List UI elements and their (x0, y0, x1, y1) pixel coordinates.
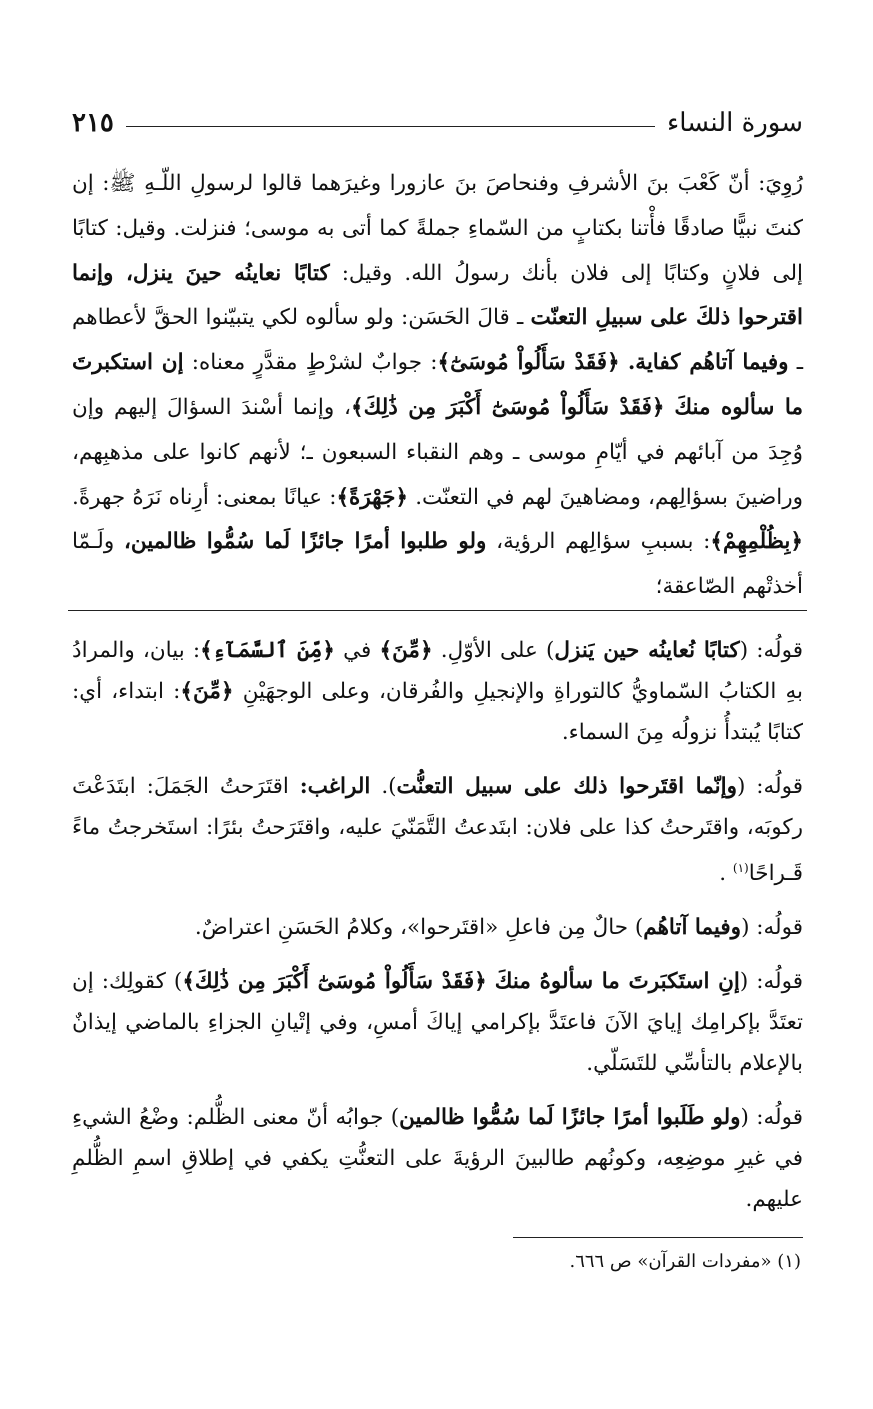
text-run: . (719, 861, 733, 887)
footnote: (١) «مفردات القرآن» ص ٦٦٦. (569, 1251, 801, 1272)
bold-run: إن استكبرتَ ما سألوه منكَ (72, 350, 803, 420)
commentary-paragraph (72, 630, 803, 753)
text-run: : ابتداء، أي: كتابًا يُبتدأُ نزولُه مِنَ السماء. (72, 679, 803, 745)
footnote-rule (513, 1237, 803, 1238)
section-divider (68, 610, 807, 611)
quran-quote: ﴿فَقَدْ سَأَلُواْ مُوسَىٰٓ أَكْبَرَ مِن ذَٰلِكَ﴾ (182, 969, 487, 995)
text-run: ، وإنما أسْندَ السؤالَ إليهم وإن وُجِدَ من آبائهم في أيّامِ موسى ـ وهم النقباء السبعون ـ؛ لأنهم كانوا على مذهبِهم، وراضينَ بسؤالِهم، ومضاهينَ لهم في التعنّت. (72, 394, 804, 510)
text-run: : بسببِ سؤالِهم الرؤية، (496, 529, 711, 555)
text-run: اقتَرَحتُ الجَمَلَ: ابتَدَعْتَ ركوبَه، واقتَرحتُ كذا على فلان: ابتَدعتُ التَّمَنّيَ عليه، واقتَرَحتُ بئرًا: استَخرجتُ ماءً قَـراحًا (72, 774, 803, 887)
bold-run: إنِ استَكبَرتَ ما سألوهُ منكَ (494, 969, 740, 995)
text-run: قولُه: ( (740, 1105, 803, 1131)
quran-quote: ﴿مِّنَ﴾ (180, 679, 234, 704)
header-rule (126, 126, 655, 127)
text-run: : عيانًا بمعنى: أرِناه نَرَهُ جهرةً. (72, 484, 337, 510)
bold-run: وفيما آتاهُم (643, 915, 742, 941)
bold-run: الراغب: (299, 774, 371, 799)
quran-quote: ﴿مِّنَ﴾ (379, 638, 433, 663)
bold-run: ولو طَلَبوا أمرًا جائزًا لَما سُمُّوا ظالمين (399, 1105, 741, 1131)
quran-quote: ﴿مِّنَ ٱلسَّمَآءِ﴾ (200, 638, 335, 663)
text-run: ) كقولِك: إن تعتَدَّ بإكرامِك إيايَ الآنَ فاعتَدَّ بإكرامي إياكَ أمسِ، وفي إتْيانِ الجزاءِ بالماضي إيذانٌ بالإعلام بالتأسِّي للتَسَلّي. (72, 969, 803, 1077)
main-text (72, 162, 803, 610)
bold-run: كتابًا نُعاينُه حين يَنزل (554, 638, 740, 663)
bold-run: وفيما آتاهُم كفاية. (627, 350, 789, 376)
text-run: قولُه: ( (741, 915, 803, 941)
commentary-paragraph (72, 907, 803, 948)
text-run: : بيان، والمرادُ بهِ الكتابُ السّماويُّ كالتوراةِ والإنجيلِ والفُرقان، وعلى الوجهَيْنِ (72, 638, 803, 704)
quran-quote: ﴿بِظُلْمِهِمْ﴾ (710, 529, 803, 555)
text-run: قولُه: ( (739, 969, 803, 995)
page-header (72, 103, 803, 143)
main-paragraph (72, 162, 803, 610)
commentary-paragraph (72, 766, 803, 894)
page-number: ٢١٥ (72, 108, 114, 138)
text-run: ) جوابُه أنّ معنى الظُّلم: وضْعُ الشيءِ في غيرِ موضِعِه، وكونُهم طالبينَ الرؤيةَ على التعنُّتِ يكفي في إطلاقِ اسمِ الظُّلمِ عليهم. (72, 1105, 803, 1213)
quran-quote: ﴿جَهْرَةً﴾ (336, 484, 408, 510)
text-run: في (334, 638, 380, 663)
bold-run: وإنّما اقتَرحوا ذلك على سبيل التعنُّت (396, 774, 737, 799)
text-run: رُوِيَ: أنّ كَعْبَ بنَ الأشرفِ وفنحاصَ بنَ عازورا وغيرَهما قالوا لرسولِ اللّـهِ ﷺ: إن كنتَ نبيًّا صادقًا فأْتنا بكتابٍ من السّماءِ جملةً كما أتى به موسى؛ فنزلت. وقيل: كتابًا إلى فلانٍ وكتابًا إلى فلان بأنك رسولُ الله. وقيل: (72, 171, 803, 286)
quran-quote: ﴿فَقَدْ سَأَلُواْ مُوسَىٰٓ﴾ (437, 350, 620, 376)
text-run: ). (381, 774, 397, 799)
quran-quote: ﴿فَقَدْ سَأَلُواْ مُوسَىٰٓ أَكْبَرَ مِن ذَٰلِكَ﴾ (350, 394, 665, 420)
text-run: ) على الأوّلِ. (440, 638, 555, 663)
commentary-paragraph (72, 1097, 803, 1220)
footnote-marker[interactable]: (١) (732, 861, 749, 875)
text-run: قولُه: ( (736, 774, 803, 799)
commentary-section (72, 630, 803, 1233)
bold-run: ولو طلبوا أمرًا جائزًا لَما سُمُّوا ظالمين، (123, 529, 487, 555)
text-run: قولُه: ( (739, 638, 803, 663)
bold-run: كتابًا نعاينُه حينَ ينزل، وإنما اقترحوا ذلكَ على سبيلِ التعنّت (72, 260, 803, 331)
text-run: ) حالٌ مِن فاعلِ «اقتَرحوا»، وكلامُ الحَسَنِ اعتراضٌ. (194, 915, 644, 941)
text-run: ـ قالَ الحَسَن: ولو سألوه لكي يتبيّنوا الحقَّ لأعطاهم ـ (72, 305, 804, 376)
text-run: : جوابٌ لشرْطٍ مقدَّرٍ معناه: (191, 350, 438, 376)
surah-title: سورة النساء (667, 108, 803, 138)
text-run: ولَـمّا أخذتْهم الصّاعقة؛ (72, 529, 803, 600)
commentary-paragraph (72, 961, 803, 1084)
